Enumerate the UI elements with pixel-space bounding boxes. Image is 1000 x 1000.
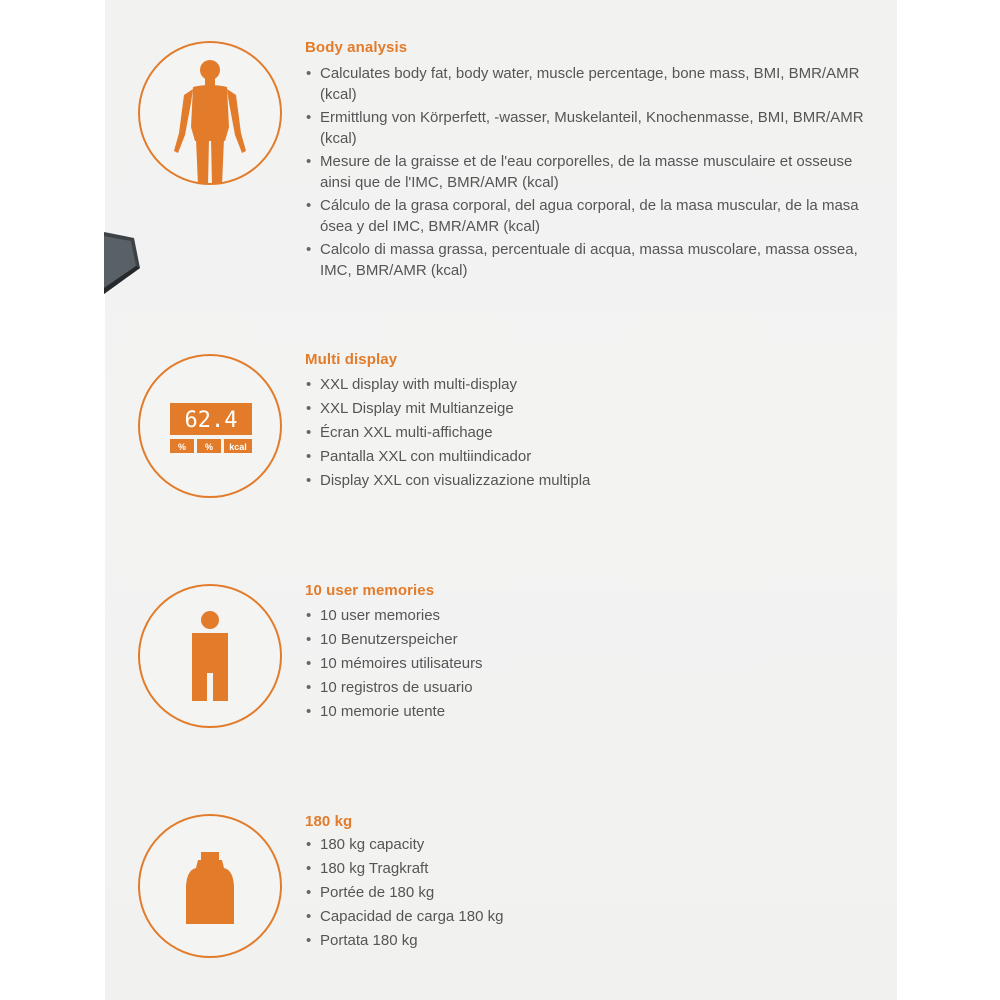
list-item: • 10 mémoires utilisateurs — [305, 653, 875, 674]
list-item: • Ermittlung von Körperfett, -wasser, Muskelanteil, Knochenmasse, BMI, BMR/AMR (kcal) — [305, 107, 875, 149]
list-item: • 10 Benutzerspeicher — [305, 629, 875, 650]
list-item: • Capacidad de carga 180 kg — [305, 906, 875, 927]
list-item: • 10 registros de usuario — [305, 677, 875, 698]
body-analysis-badge — [138, 41, 282, 185]
feature-list — [305, 63, 875, 283]
weight-icon — [140, 816, 280, 956]
list-item: • Pantalla XXL con multiindicador — [305, 446, 875, 467]
feature-list — [305, 605, 875, 725]
list-item: • Mesure de la graisse et de l'eau corporelles, de la masse musculaire et osseuse ainsi que de l'IMC, BMR/AMR (kcal) — [305, 151, 875, 193]
display-unit: % — [204, 442, 214, 452]
list-item: • XXL Display mit Multianzeige — [305, 398, 875, 419]
list-item: • Calcolo di massa grassa, percentuale di acqua, massa muscolare, massa ossea, IMC, BMR/AMR (kcal) — [305, 239, 875, 281]
user-icon — [140, 586, 280, 726]
list-item: • 180 kg Tragkraft — [305, 858, 875, 879]
display-unit: kcal — [229, 442, 247, 452]
display-reading: 62.4 — [184, 408, 238, 433]
feature-list — [305, 374, 875, 494]
scale-device-edge — [104, 228, 140, 298]
list-item: • Cálculo de la grasa corporal, del agua corporal, de la masa muscular, de la masa ósea y del IMC, BMR/AMR (kcal) — [305, 195, 875, 237]
section-heading: 10 user memories — [305, 582, 435, 599]
list-item: • 10 memorie utente — [305, 701, 875, 722]
list-item: • Écran XXL multi-affichage — [305, 422, 875, 443]
list-item: • 10 user memories — [305, 605, 875, 626]
list-item: • Portata 180 kg — [305, 930, 875, 951]
display-icon — [140, 356, 280, 496]
section-heading: Multi display — [305, 351, 398, 368]
user-memories-badge — [138, 584, 282, 728]
list-item: • Calculates body fat, body water, muscle percentage, bone mass, BMI, BMR/AMR (kcal) — [305, 63, 875, 105]
human-body-icon — [140, 43, 280, 183]
feature-list — [305, 834, 875, 954]
list-item: • 180 kg capacity — [305, 834, 875, 855]
multi-display-badge — [138, 354, 282, 498]
section-heading: Body analysis — [305, 39, 408, 56]
capacity-badge — [138, 814, 282, 958]
list-item: • Display XXL con visualizzazione multipla — [305, 470, 875, 491]
list-item: • Portée de 180 kg — [305, 882, 875, 903]
display-unit: % — [177, 442, 187, 452]
list-item: • XXL display with multi-display — [305, 374, 875, 395]
section-heading: 180 kg — [305, 813, 353, 830]
